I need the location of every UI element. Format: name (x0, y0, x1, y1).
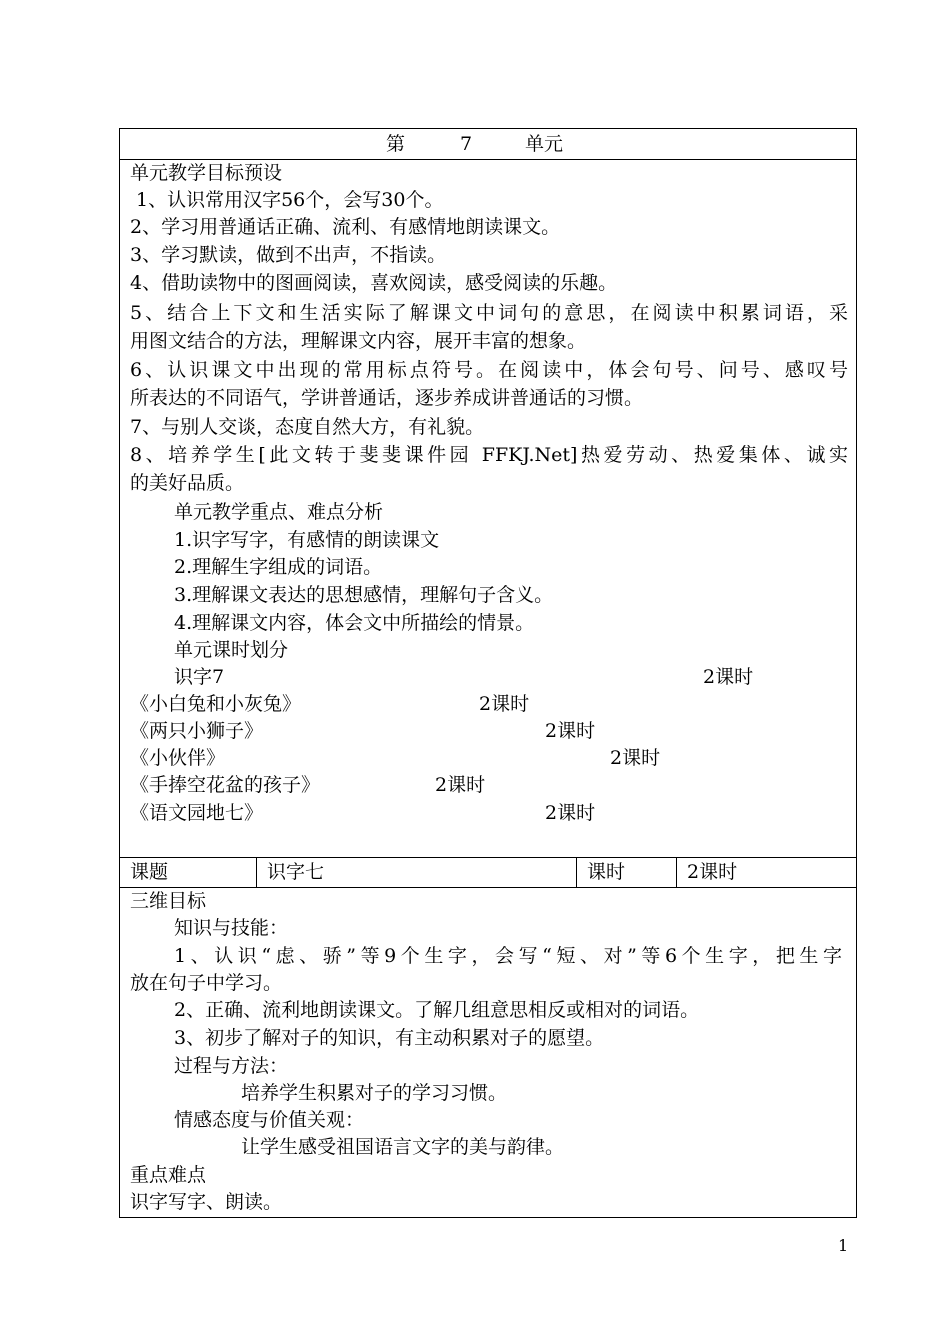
schedule-item-hours: 2课时 (435, 774, 486, 796)
goal-item: 1、认识常用汉字56个，会写30个。 (136, 189, 444, 211)
schedule-item-name: 《两只小狮子》 (130, 720, 264, 742)
goals-heading: 单元教学目标预设 (130, 162, 283, 184)
goal-item: 3、学习默读，做到不出声，不指读。 (130, 244, 447, 266)
schedule-item-name: 《语文园地七》 (130, 802, 264, 824)
goal-item: 用图文结合的方法，理解课文内容，展开丰富的想象。 (130, 330, 587, 352)
process-heading: 过程与方法： (174, 1055, 289, 1077)
schedule-item-hours: 2课时 (545, 720, 596, 742)
topic-value: 识字七 (257, 858, 577, 887)
goal-item: 8、培养学生[此文转于斐斐课件园 FFKJ.Net]热爱劳动、热爱集体、诚实 (130, 444, 848, 466)
hours-value: 2课时 (687, 861, 738, 883)
knowledge-item: 放在句子中学习。 (130, 972, 283, 994)
page-number: 1 (838, 1236, 849, 1255)
goal-item: 6、认识课文中出现的常用标点符号。在阅读中，体会句号、问号、感叹号 (130, 359, 848, 381)
unit-title (120, 129, 856, 160)
difficulty-heading: 重点难点 (130, 1164, 207, 1186)
unit-title-danyuan: 单元 (525, 133, 564, 155)
schedule-item-hours: 2课时 (545, 802, 596, 824)
key-points-heading: 单元教学重点、难点分析 (174, 501, 384, 523)
goal-item: 7、与别人交谈，态度自然大方，有礼貌。 (130, 416, 485, 438)
knowledge-item: 3、初步了解对子的知识，有主动积累对子的愿望。 (174, 1027, 605, 1049)
topic-label: 课题 (120, 858, 257, 887)
schedule-item-name: 《小伙伴》 (130, 747, 226, 769)
emotion-heading: 情感态度与价值关观： (174, 1109, 365, 1131)
schedule-item-hours: 2课时 (479, 693, 530, 715)
knowledge-heading: 知识与技能： (174, 917, 289, 939)
schedule-item-name: 《手捧空花盆的孩子》 (130, 774, 321, 796)
lesson-row (120, 857, 856, 888)
key-point-item: 1.识字写字，有感情的朗读课文 (174, 529, 440, 551)
key-point-item: 4.理解课文内容，体会文中所描绘的情景。 (174, 612, 535, 634)
goal-item: 5、结合上下文和生活实际了解课文中词句的意思，在阅读中积累词语，采 (130, 302, 848, 324)
knowledge-item: 2、正确、流利地朗读课文。了解几组意思相反或相对的词语。 (174, 999, 700, 1021)
objectives-heading: 三维目标 (130, 890, 207, 912)
unit-title-di: 第 (386, 133, 406, 155)
goal-item: 的美好品质。 (130, 472, 245, 494)
lesson-plan-table (119, 128, 857, 1218)
hours-label: 课时 (577, 858, 677, 887)
emotion-item: 让学生感受祖国语言文字的美与韵律。 (241, 1136, 565, 1158)
key-point-item: 3.理解课文表达的思想感情，理解句子含义。 (174, 584, 554, 606)
process-item: 培养学生积累对子的学习习惯。 (241, 1082, 508, 1104)
schedule-item-name: 《小白兔和小灰兔》 (130, 693, 302, 715)
schedule-item-hours: 2课时 (610, 747, 661, 769)
difficulty-item: 识字写字、朗读。 (130, 1191, 283, 1213)
goal-item: 2、学习用普通话正确、流利、有感情地朗读课文。 (130, 216, 561, 238)
schedule-heading: 单元课时划分 (174, 639, 289, 661)
key-point-item: 2.理解生字组成的词语。 (174, 556, 383, 578)
knowledge-item: 1、认识“虑、骄”等9个生字，会写“短、对”等6个生字，把生字 (174, 945, 842, 967)
schedule-item-hours: 2课时 (703, 666, 754, 688)
schedule-item-name: 识字7 (174, 666, 225, 688)
goal-item: 所表达的不同语气，学讲普通话，逐步养成讲普通话的习惯。 (130, 387, 644, 409)
unit-number: 7 (460, 133, 473, 155)
goal-item: 4、借助读物中的图画阅读，喜欢阅读，感受阅读的乐趣。 (130, 272, 618, 294)
